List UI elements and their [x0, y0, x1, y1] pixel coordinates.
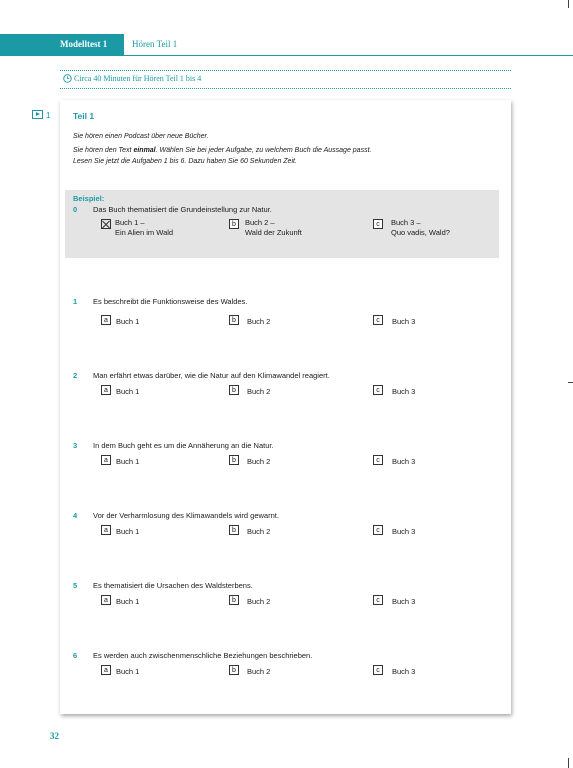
- option-a-label: Buch 1: [116, 597, 140, 606]
- option-a-label: Buch 1: [116, 527, 140, 536]
- option-a-label: Buch 1: [116, 387, 140, 396]
- option-b-label: Buch 2: [247, 597, 271, 606]
- example-option-subtitle: Ein Alien im Wald: [115, 228, 174, 237]
- crop-mark: [568, 758, 569, 768]
- question-number: 3: [73, 441, 78, 450]
- option-a-box[interactable]: a: [101, 665, 111, 675]
- example-number: 0: [73, 205, 78, 214]
- instruction-line: Sie hören einen Podcast über neue Bücher.: [73, 133, 209, 140]
- question-number: 5: [73, 581, 78, 590]
- chapter-header: [0, 34, 573, 56]
- page-number: 32: [50, 731, 59, 741]
- example-text: Das Buch thematisiert die Grundeinstellung zur Natur.: [93, 205, 272, 214]
- audio-play-icon[interactable]: [32, 110, 43, 119]
- crop-mark: [568, 382, 573, 383]
- option-a-label: Buch 1: [116, 667, 140, 676]
- question-text: Es thematisiert die Ursachen des Waldsterbens.: [93, 581, 253, 590]
- option-b-label: Buch 2: [247, 527, 271, 536]
- option-c-label: Buch 3: [392, 667, 416, 676]
- checkbox-crossed-icon[interactable]: [101, 219, 111, 229]
- option-c-box[interactable]: c: [373, 385, 383, 395]
- option-c-label: Buch 3: [392, 527, 416, 536]
- question-text: Man erfährt etwas darüber, wie die Natur auf den Klimawandel reagiert.: [93, 371, 330, 380]
- option-b-box[interactable]: b: [229, 385, 239, 395]
- example-box: [65, 190, 499, 258]
- audio-track-number: 1: [46, 111, 51, 120]
- option-a-label: Buch 1: [116, 457, 140, 466]
- question-text: In dem Buch geht es um die Annäherung an die Natur.: [93, 441, 274, 450]
- option-c-box[interactable]: c: [373, 665, 383, 675]
- option-c-box[interactable]: c: [373, 455, 383, 465]
- option-a-label: Buch 1: [116, 317, 140, 326]
- option-c-box[interactable]: c: [373, 525, 383, 535]
- time-note-text: Circa 40 Minuten für Hören Teil 1 bis 4: [74, 74, 202, 83]
- example-option-subtitle: Wald der Zukunft: [245, 228, 302, 237]
- option-c-label: Buch 3: [392, 597, 416, 606]
- exercise-title: Teil 1: [73, 111, 95, 121]
- option-a-box[interactable]: a: [101, 525, 111, 535]
- instruction-line: [73, 147, 371, 154]
- question-number: 4: [73, 511, 78, 520]
- option-b-box[interactable]: b: [229, 595, 239, 605]
- option-letter-box[interactable]: b: [229, 219, 239, 229]
- exercise-card: [60, 100, 511, 714]
- header-section-title: Hören Teil 1: [132, 39, 178, 49]
- instruction-text: . Wählen Sie bei jeder Aufgabe, zu welchem Buch die Aussage passt.: [155, 147, 372, 154]
- option-a-box[interactable]: a: [101, 455, 111, 465]
- option-a-box[interactable]: a: [101, 595, 111, 605]
- question-text: Es werden auch zwischenmenschliche Beziehungen beschrieben.: [93, 651, 313, 660]
- example-option-title: Buch 3 –: [391, 218, 421, 227]
- option-c-label: Buch 3: [392, 387, 416, 396]
- option-a-box[interactable]: a: [101, 385, 111, 395]
- option-b-box[interactable]: b: [229, 665, 239, 675]
- example-option-title: Buch 2 –: [245, 218, 275, 227]
- option-c-box[interactable]: c: [373, 595, 383, 605]
- instruction-emphasis: einmal: [133, 147, 156, 154]
- example-label: Beispiel:: [73, 194, 105, 203]
- question-text: Vor der Verharmlosung des Klimawandels wird gewarnt.: [93, 511, 279, 520]
- option-b-label: Buch 2: [247, 317, 271, 326]
- clock-icon: [63, 74, 72, 83]
- question-number: 2: [73, 371, 78, 380]
- question-text: Es beschreibt die Funktionsweise des Waldes.: [93, 297, 248, 306]
- option-c-box[interactable]: c: [373, 315, 383, 325]
- option-b-box[interactable]: b: [229, 525, 239, 535]
- option-b-label: Buch 2: [247, 387, 271, 396]
- crop-mark: [568, 0, 569, 8]
- option-b-box[interactable]: b: [229, 455, 239, 465]
- option-b-label: Buch 2: [247, 457, 271, 466]
- option-b-label: Buch 2: [247, 667, 271, 676]
- question-number: 6: [73, 651, 78, 660]
- instruction-text: Sie hören den Text: [73, 147, 134, 154]
- option-letter-box[interactable]: c: [373, 219, 383, 229]
- question-number: 1: [73, 297, 78, 306]
- option-a-box[interactable]: a: [101, 315, 111, 325]
- instruction-line: Lesen Sie jetzt die Aufgaben 1 bis 6. Dazu haben Sie 60 Sekunden Zeit.: [73, 158, 297, 165]
- example-option-title: Buch 1 –: [115, 218, 145, 227]
- header-rule: [124, 55, 573, 56]
- audio-track-ref[interactable]: [32, 110, 50, 120]
- option-b-box[interactable]: b: [229, 315, 239, 325]
- header-test-title: Modelltest 1: [60, 39, 108, 49]
- example-option-subtitle: Quo vadis, Wald?: [391, 228, 450, 237]
- option-c-label: Buch 3: [392, 457, 416, 466]
- option-c-label: Buch 3: [392, 317, 416, 326]
- time-note: [60, 70, 511, 89]
